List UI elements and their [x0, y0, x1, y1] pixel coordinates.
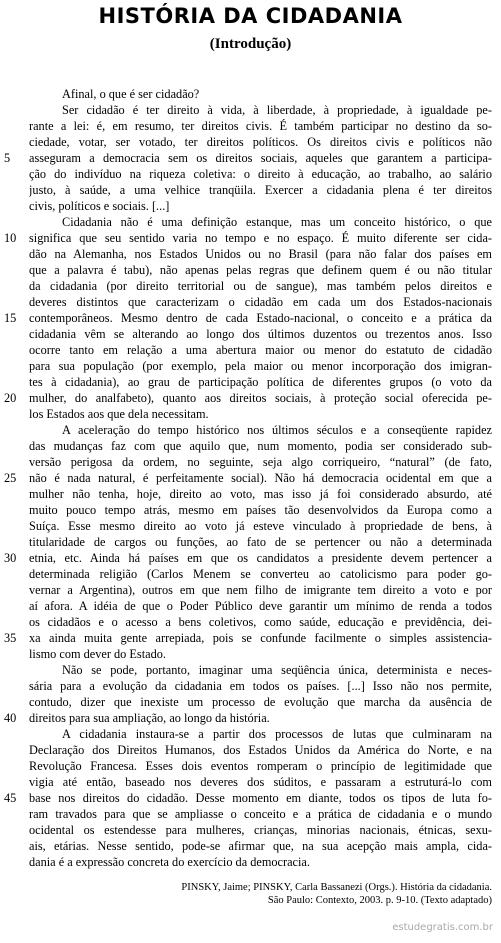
citation-line: São Paulo: Contexto, 2003. p. 9-10. (Texto adaptado) — [267, 895, 492, 906]
text-line: Cidadania não é uma definição estanque, mas um conceito histórico, o que — [62, 215, 492, 229]
line-number: 35 — [4, 631, 17, 645]
text-line: determinada religião (Carlos Menem se converteu ao catolicismo para poder go- — [29, 567, 492, 581]
text-line: los Estados aos que dela necessitam. — [29, 407, 209, 421]
text-line: Afinal, o que é ser cidadão? — [62, 87, 200, 101]
text-line: Suíça. Esse mesmo direito ao voto já esteve vinculado à propriedade de bens, à — [29, 519, 492, 533]
text-line: das mudanças faz com que aquilo que, num momento, podia ser considerado sub- — [29, 439, 492, 453]
line-number: 45 — [4, 791, 17, 805]
text-line: Revolução Francesa. Esses dois eventos romperam o princípio de legitimidade que — [29, 759, 492, 773]
text-line: rante a lei: é, em resumo, ter direitos civis. É também participar no destino da so- — [29, 119, 492, 133]
text-line: ção do indivíduo na riqueza coletiva: o direito à educação, ao trabalho, ao salário — [29, 167, 492, 181]
text-line: mulher não tenha, hoje, direito ao voto, mas isso já foi considerado absurdo, até — [29, 487, 492, 501]
text-line: deveres distintos que caracterizam o cidadão em cada um dos Estados-nacionais — [29, 295, 492, 309]
text-line: para sua população (por exemplo, pela maior ou menor incorporação dos imigran- — [29, 359, 492, 373]
text-line: que a palavra é tabu), não apenas pelas regras que definem quem é ou não titular — [29, 263, 492, 277]
line-number: 30 — [4, 551, 17, 565]
text-line: etnia, etc. Ainda há países em que os candidatos a presidente devem pertencer a — [29, 551, 492, 565]
text-line: sária para a evolução da cidadania em todos os países. [...] Isso não nos permite, — [29, 679, 492, 693]
text-line: cidadania vêm se alterando ao longo dos últimos duzentos ou trezentos anos. Isso — [29, 327, 492, 341]
text-line: Não se pode, portanto, imaginar uma seqüência única, determinista e neces- — [62, 663, 492, 677]
text-line: A aceleração do tempo histórico nos últimos séculos e a conseqüente rapidez — [62, 423, 492, 437]
text-line: dania é a expressão concreta do exercício da democracia. — [29, 855, 310, 869]
text-line: asseguram a democracia sem os direitos sociais, aqueles que garantem a participa- — [29, 151, 492, 165]
text-line: titularidade de cargos ou funções, ao fato de se pertencer ou não a determinada — [29, 535, 492, 549]
line-number: 25 — [4, 471, 17, 485]
line-number: 20 — [4, 391, 17, 405]
text-line: ocorre tanto em relação a uma abertura maior ou menor do estatuto de cidadão — [29, 343, 492, 357]
text-line: significa que seu sentido varia no tempo e no espaço. É muito diferente ser cida- — [29, 231, 492, 245]
text-line: Declaração dos Direitos Humanos, dos Estados Unidos da América do Norte, e na — [29, 743, 492, 757]
text-line: ocidental os estendesse para mulheres, crianças, minorias nacionais, étnicas, sexu- — [29, 823, 492, 837]
line-number: 5 — [4, 151, 11, 165]
text-line: A cidadania instaura-se a partir dos processos de lutas que culminaram na — [62, 727, 492, 741]
text-line: xa ainda muita gente arrepiada, pois se confunde facilmente o simples assistencia- — [29, 631, 492, 645]
text-line: dão na Alemanha, nos Estados Unidos ou no Brasil (para não falar dos países em — [29, 247, 492, 261]
citation-line: PINSKY, Jaime; PINSKY, Carla Bassanezi (Orgs.). História da cidadania. — [181, 882, 492, 893]
site-watermark: estudegratis.com.br — [392, 922, 493, 933]
text-line: os cidadãos e o acesso a bens coletivos, como saúde, educação e previdência, dei- — [29, 615, 492, 629]
text-line: contudo, dizer que inexiste um processo de evolução que marcha da ausência de — [29, 695, 492, 709]
text-line: tes à cidadania), ao grau de participação política de diferentes grupos (o voto da — [29, 375, 492, 389]
text-line: lismo com dever do Estado. — [29, 647, 166, 661]
text-line: aí afora. A idéia de que o Poder Público deve garantir um mínimo de renda a todos — [29, 599, 492, 613]
text-line: Ser cidadão é ter direito à vida, à liberdade, à propriedade, à igualdade pe- — [62, 103, 492, 117]
text-line: ais, etárias. Nesse sentido, pode-se afirmar que, na sua acepção mais ampla, cida- — [29, 839, 492, 853]
document-subtitle: (Introdução) — [209, 36, 292, 52]
text-line: vigia até então, baseado nos deveres dos súditos, e passaram a estruturá-lo com — [29, 775, 492, 789]
text-line: muito pouco tempo atrás, mesmo em países tão desenvolvidos da Europa como a — [29, 503, 492, 517]
text-line: ciedade, votar, ser votado, ter direitos políticos. Os direitos civis e políticos não — [29, 135, 492, 149]
text-line: base nos direitos do cidadão. Desse momento em diante, todos os tipos de luta fo- — [29, 791, 492, 805]
text-line: contemporâneos. Mesmo dentro de cada Estado-nacional, o conceito e a prática da — [29, 311, 492, 325]
text-line: não é nada natural, é perfeitamente social). Não há democracia ocidental em que a — [29, 471, 492, 485]
text-line: civis, políticos e sociais. [...] — [29, 199, 170, 213]
text-line: justo, à saúde, a uma velhice tranqüila. Exercer a cidadania plena é ter direitos — [29, 183, 492, 197]
text-line: direitos para sua ampliação, ao longo da história. — [29, 711, 270, 725]
line-number: 40 — [4, 711, 17, 725]
text-line: versão perigosa da ordem, no seguinte, seja algo corriqueiro, “natural” (de fato, — [29, 455, 492, 469]
line-number: 10 — [4, 231, 17, 245]
text-line: ram travados para que se ampliasse o conceito e a prática de cidadania e o mundo — [29, 807, 492, 821]
text-line: mulher, do analfabeto), quanto aos direitos sociais, à proteção social oferecida pe- — [29, 391, 492, 405]
text-line: da cidadania (por direito territorial ou de sangue), mas também pelos direitos e — [29, 279, 492, 293]
text-line: vernar a Argentina), outros em que nem filho de imigrante tem direito a voto e por — [29, 583, 492, 597]
line-number: 15 — [4, 311, 17, 325]
document-title: HISTÓRIA DA CIDADANIA — [98, 4, 403, 28]
